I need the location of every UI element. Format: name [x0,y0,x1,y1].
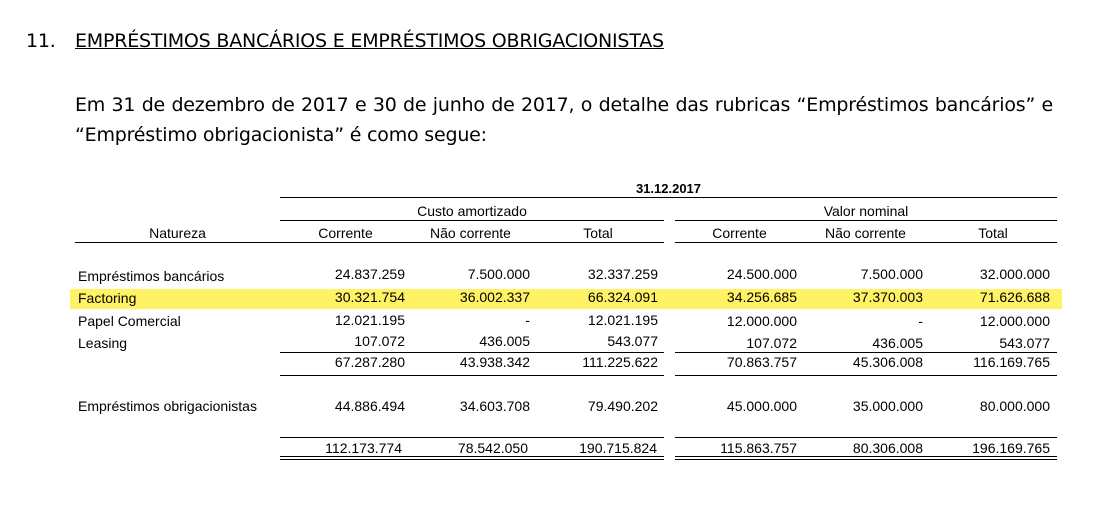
col-nature: Natureza [149,225,206,241]
subtotal-rule-left [280,352,664,353]
subtotal-bottom-rule-right [675,375,1057,376]
group-amortized-cost: Custo amortizado [417,203,527,219]
table-cell: 436.005 [872,335,923,351]
total-cell: 196.169.765 [972,440,1050,456]
table-cell: - [525,312,530,328]
table-cell: 32.337.259 [587,266,658,282]
table-cell: 30.321.754 [334,289,405,305]
table-cell: 45.000.000 [726,398,797,414]
col-total-amortized: Total [583,225,613,241]
table-cell: 107.072 [354,333,405,349]
table-cell: 24.500.000 [726,266,797,282]
table-cell: 12.000.000 [726,313,797,329]
col-current-amortized: Corrente [318,225,373,241]
subtotal-bottom-rule-left [280,375,664,376]
col-current-nominal: Corrente [712,225,767,241]
row-label: Empréstimos bancários [78,268,225,284]
section-title: EMPRÉSTIMOS BANCÁRIOS E EMPRÉSTIMOS OBRIGACIONISTAS [75,30,664,52]
table-cell: 34.603.708 [459,398,530,414]
total-double-rule-left-1 [280,456,664,457]
table-cell: 36.002.337 [459,289,530,305]
table-cell: 34.256.685 [726,289,797,305]
table-cell: 71.626.688 [979,289,1050,305]
subtotal-cell: 70.863.757 [726,354,797,370]
group-nominal-value: Valor nominal [823,203,909,219]
table-cell: 80.000.000 [979,398,1050,414]
table-cell: 32.000.000 [979,266,1050,282]
table-cell: 12.021.195 [334,312,405,328]
table-cell: 543.077 [607,333,658,349]
row-label: Empréstimos obrigacionistas [78,398,257,414]
table-cell: - [918,313,923,329]
row-label: Factoring [78,290,137,306]
table-date: 31.12.2017 [635,181,702,196]
subtotal-cell: 116.169.765 [973,354,1050,370]
total-double-rule-left-2 [280,459,664,460]
table-cell: 436.005 [479,333,530,349]
total-rule-left [280,437,664,438]
col-noncurrent-nominal: Não corrente [825,225,906,241]
subtotal-cell: 45.306.008 [852,354,923,370]
table-cell: 79.490.202 [587,398,658,414]
row-label: Papel Comercial [78,313,181,329]
section-number: 11. [26,30,56,52]
table-cell: 107.072 [746,335,797,351]
row-label: Leasing [78,335,128,351]
column-rule-right [675,242,1057,243]
total-double-rule-right-2 [675,459,1057,460]
subtotal-cell: 43.938.342 [459,354,530,370]
table-cell: 24.837.259 [334,266,405,282]
table-cell: 7.500.000 [860,266,923,282]
table-cell: 543.077 [999,335,1050,351]
col-noncurrent-amortized: Não corrente [430,225,511,241]
table-cell: 66.324.091 [587,289,658,305]
column-rule-left [75,242,664,243]
header-rule [280,197,1057,198]
total-cell: 115.863.757 [720,440,797,456]
subtotal-rule-right [675,352,1057,353]
table-cell: 12.000.000 [979,313,1050,329]
group-rule-nominal [675,220,1057,221]
total-rule-right [675,437,1057,438]
table-cell: 44.886.494 [334,398,405,414]
table-cell: 7.500.000 [467,266,530,282]
total-double-rule-right-1 [675,456,1057,457]
total-cell: 78.542.050 [457,440,528,456]
table-cell: 37.370.003 [852,289,923,305]
table-cell: 35.000.000 [852,398,923,414]
subtotal-cell: 67.287.280 [334,354,405,370]
total-cell: 112.173.774 [325,440,402,456]
group-rule-amortized [280,220,664,221]
subtotal-cell: 111.225.622 [582,354,658,370]
total-cell: 80.306.008 [852,440,923,456]
intro-paragraph: Em 31 de dezembro de 2017 e 30 de junho de 2017, o detalhe das rubricas “Empréstimos bancários” e “Empréstimo obrigacionista” é como segue: [75,94,1053,146]
col-total-nominal: Total [978,225,1008,241]
table-cell: 12.021.195 [587,312,658,328]
total-cell: 190.715.824 [579,440,657,456]
